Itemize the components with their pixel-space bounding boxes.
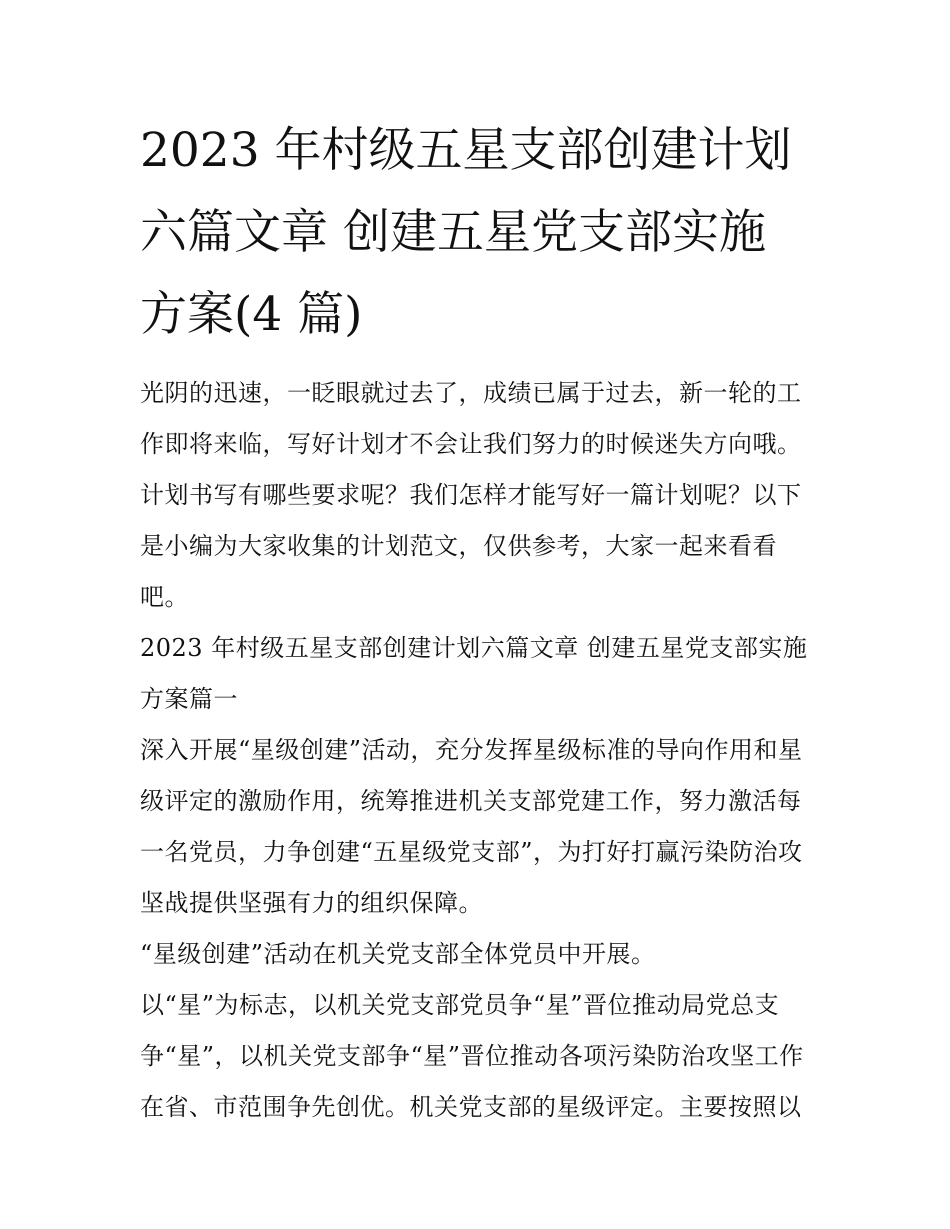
text-line: 光阴的迅速，一眨眼就过去了，成绩已属于过去，新一轮的工 <box>140 379 802 407</box>
text-line: 争“星”，以机关党支部争“星”晋位推动各项污染防治攻坚工作 <box>140 1042 804 1070</box>
body-paragraph <box>140 725 820 929</box>
body-paragraph <box>140 980 820 1133</box>
text-line: “星级创建”活动在机关党支部全体党员中开展。 <box>140 940 656 968</box>
title-line: 六篇文章 创建五星党支部实施 <box>140 205 766 260</box>
text-line: 以“星”为标志，以机关党支部党员争“星”晋位推动局党总支 <box>140 991 780 1019</box>
text-line: 在省、市范围争先创优。机关党支部的星级评定。主要按照以 <box>140 1093 802 1121</box>
body-paragraph <box>140 929 820 980</box>
title-line: 2023 年村级五星支部创建计划 <box>140 123 792 178</box>
text-line: 2023 年村级五星支部创建计划六篇文章 创建五星党支部实施 <box>140 634 808 662</box>
text-line: 吧。 <box>140 583 189 611</box>
text-line: 坚战提供坚强有力的组织保障。 <box>140 889 483 917</box>
document-page <box>140 110 820 1133</box>
text-line: 深入开展“星级创建”活动，充分发挥星级标准的导向作用和星 <box>140 736 803 764</box>
text-line: 作即将来临，写好计划才不会让我们努力的时候迷失方向哦。 <box>140 430 802 458</box>
intro-paragraph <box>140 368 820 623</box>
text-line: 一名党员，力争创建“五星级党支部”，为打好打赢污染防治攻 <box>140 838 803 866</box>
text-line: 是小编为大家收集的计划范文，仅供参考，大家一起来看看 <box>140 532 777 560</box>
section-heading <box>140 623 820 725</box>
text-line: 级评定的激励作用，统筹推进机关支部党建工作，努力激活每 <box>140 787 802 815</box>
document-title <box>140 110 820 356</box>
title-line: 方案(4 篇) <box>140 287 363 342</box>
text-line: 计划书写有哪些要求呢？我们怎样才能写好一篇计划呢？以下 <box>140 481 802 509</box>
text-line: 方案篇一 <box>140 685 238 713</box>
